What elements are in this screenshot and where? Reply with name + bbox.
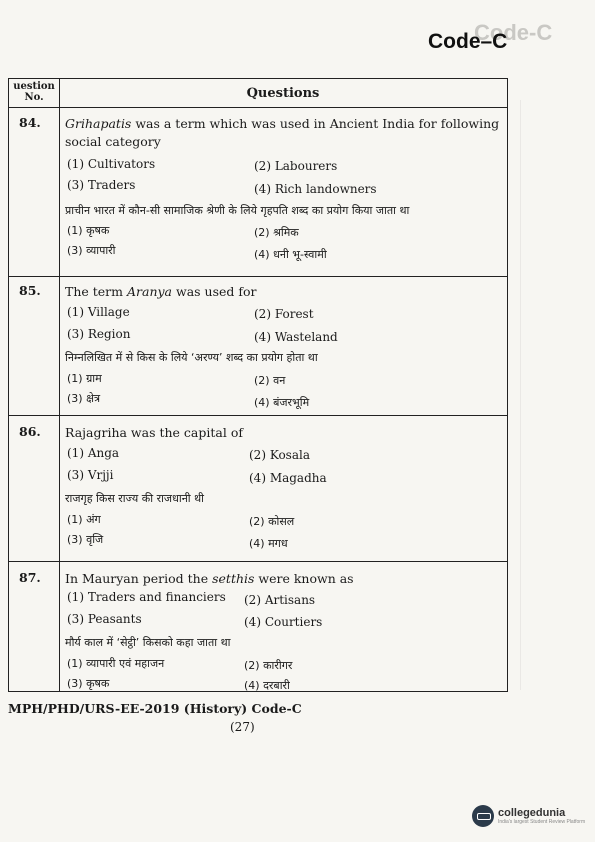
paper-code-footer: MPH/PHD/URS-EE-2019 (History) Code-C [8,701,302,716]
option-en-2: (2) Forest [254,307,314,321]
table-header [9,79,507,108]
option-hi-3: (3) व्यापारी [67,244,116,257]
option-en-1: (1) Traders and financiers [67,590,226,604]
option-en-3: (3) Region [67,327,131,341]
question-text-hi: प्राचीन भारत में कौन-सी सामाजिक श्रेणी के लिये गृहपति शब्द का प्रयोग किया जाता था [65,204,410,217]
option-hi-4: (4) दरबारी [244,679,290,692]
option-hi-2: (2) वन [254,374,286,387]
option-hi-3: (3) वृजि [67,533,104,546]
option-en-3: (3) Peasants [67,612,142,626]
option-hi-3: (3) कृषक [67,677,110,690]
option-hi-3: (3) क्षेत्र [67,392,101,405]
question-text-en: Rajagriha was the capital of [65,425,243,440]
brand-logo-icon [472,805,494,827]
row-separator [9,276,507,277]
question-text-en: In Mauryan period the setthis were known as [65,571,354,586]
header-question-no: uestion No. [13,81,55,103]
option-hi-1: (1) कृषक [67,224,110,237]
question-text-en: The term Aranya was used for [65,284,257,299]
option-hi-4: (4) धनी भू-स्वामी [254,248,327,261]
option-hi-4: (4) मगध [249,537,288,550]
option-en-2: (2) Labourers [254,159,338,173]
option-en-2: (2) Kosala [249,448,310,462]
question-table [8,78,508,692]
question-text-hi: निम्नलिखित में से किस के लिये ‘अरण्य’ शब्द का प्रयोग होता था [65,351,318,364]
option-en-2: (2) Artisans [244,593,316,607]
question-number: 87. [19,570,41,585]
brand-tagline: India's largest Student Review Platform [498,819,586,825]
option-hi-1: (1) ग्राम [67,372,102,385]
option-en-3: (3) Traders [67,178,136,192]
code-title: Code–C [428,30,508,53]
option-en-4: (4) Courtiers [244,615,323,629]
option-hi-2: (2) कारीगर [244,659,293,672]
option-hi-1: (1) अंग [67,513,101,526]
option-en-1: (1) Cultivators [67,157,156,171]
question-text-hi: मौर्य काल में ‘सेट्ठी’ किसको कहा जाता था [65,636,231,649]
option-en-1: (1) Anga [67,446,120,460]
question-number: 84. [19,115,41,130]
header-questions: Questions [246,86,320,101]
option-hi-2: (2) श्रमिक [254,226,299,239]
option-en-1: (1) Village [67,305,130,319]
option-hi-2: (2) कोसल [249,515,295,528]
row-separator [9,561,507,562]
question-number: 86. [19,424,41,439]
option-en-3: (3) Vrjji [67,468,114,482]
option-en-4: (4) Wasteland [254,330,338,344]
question-number: 85. [19,283,41,298]
brand-name: collegedunia [498,807,566,819]
ghost-code-title: Code-C [474,20,553,45]
option-en-4: (4) Rich landowners [254,182,377,196]
option-en-4: (4) Magadha [249,471,327,485]
option-hi-4: (4) बंजरभूमि [254,396,310,409]
option-hi-1: (1) व्यापारी एवं महाजन [67,657,165,670]
question-text-hi: राजगृह किस राज्य की राजधानी थी [65,492,205,505]
row-separator [9,415,507,416]
question-text-en: Grihapatis was a term which was used in Ancient India for following social category [65,116,500,149]
ghost-bleed-through [520,100,591,690]
page-number: (27) [230,720,255,734]
brand-watermark [472,805,585,827]
column-divider [59,79,60,691]
